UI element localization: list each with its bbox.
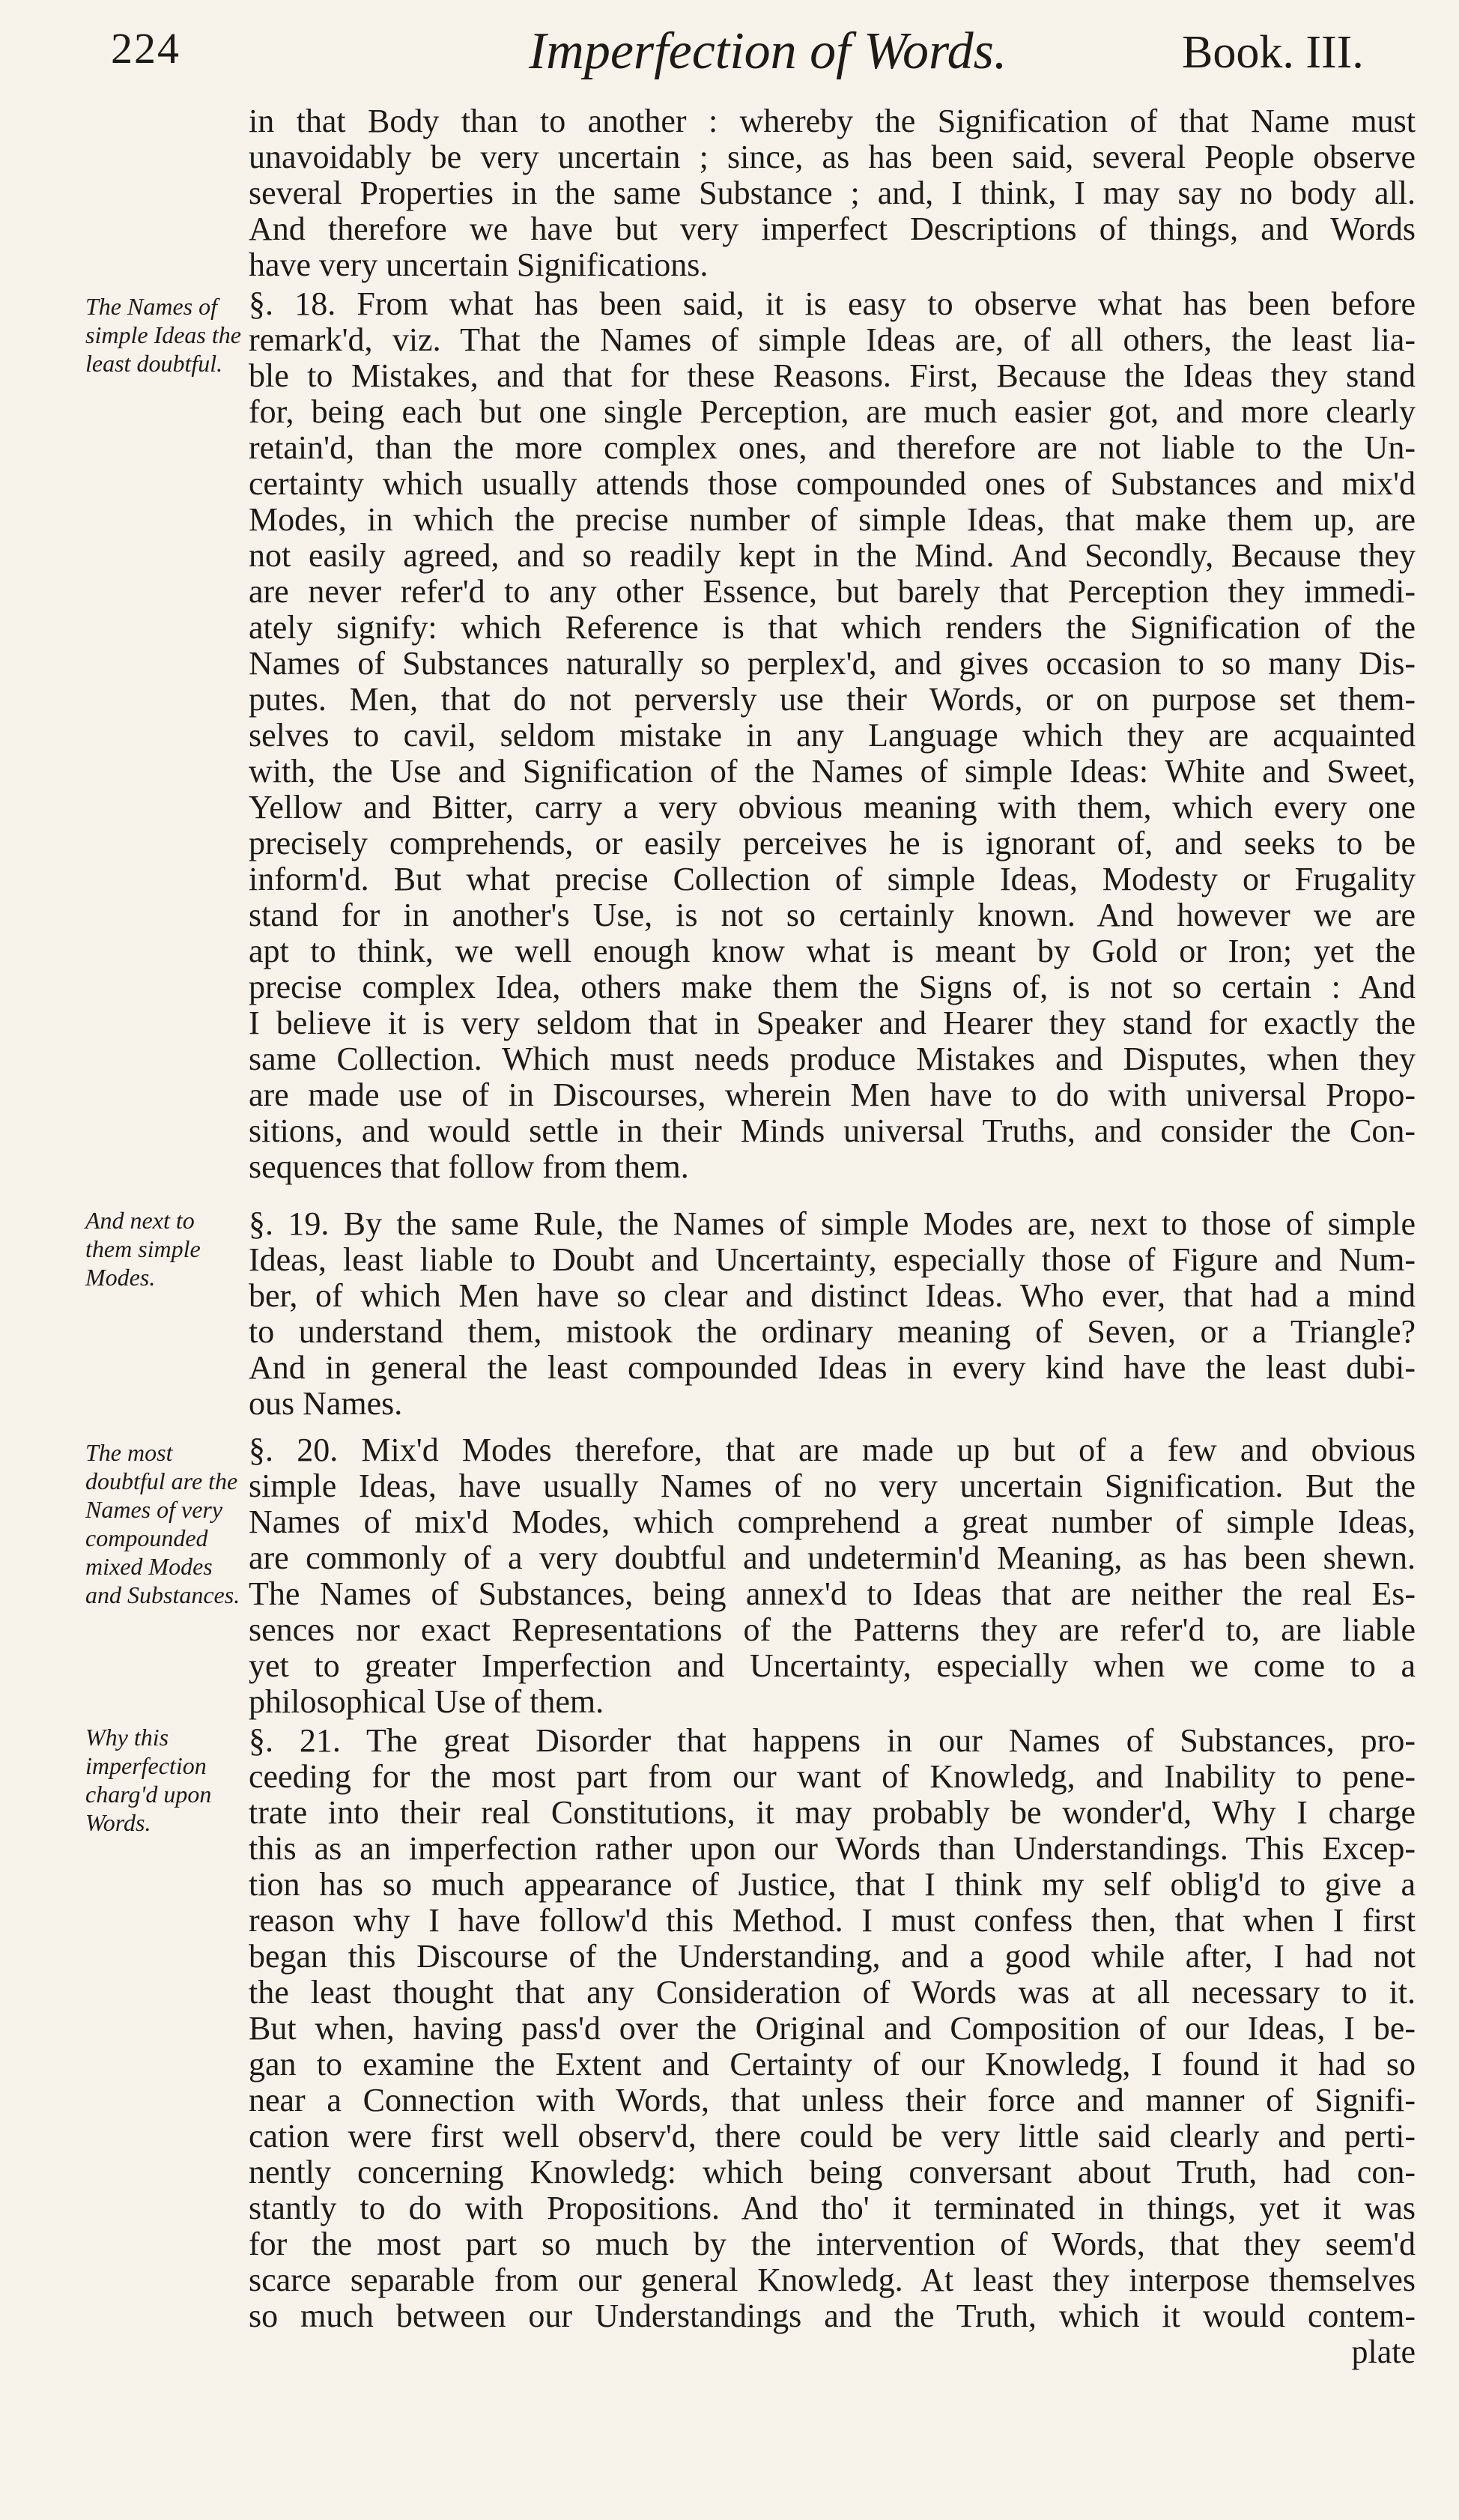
text-line: Names of Substances naturally so perplex'd, and gives occasion to so many Dis- — [249, 646, 1416, 682]
text-line: putes. Men, that do not perversly use their Words, or on purpose set them- — [249, 682, 1416, 718]
text-line: scarce separable from our general Knowledg. At least they interpose themselves — [249, 2262, 1416, 2298]
text-line: ous Names. — [249, 1386, 403, 1422]
page-number: 224 — [111, 24, 181, 73]
text-line: in that Body than to another : whereby the Signification of that Name must — [249, 103, 1416, 139]
running-title: Imperfection of Words. — [529, 22, 1007, 80]
text-line: several Properties in the same Substance ; and, I think, I may say no body all. — [249, 175, 1416, 211]
text-line: have very uncertain Significations. — [249, 247, 709, 283]
text-line: are commonly of a very doubtful and undetermin'd Meaning, as has been shewn. — [249, 1540, 1416, 1576]
text-line: sitions, and would settle in their Minds universal Truths, and consider the Con- — [249, 1113, 1416, 1149]
text-line: ber, of which Men have so clear and distinct Ideas. Who ever, that had a mind — [249, 1278, 1416, 1314]
text-line: precisely comprehends, or easily perceives he is ignorant of, and seeks to be — [249, 826, 1416, 861]
text-line: I believe it is very seldom that in Speaker and Hearer they stand for exactly the — [249, 1005, 1416, 1041]
catchword: plate — [1351, 2334, 1416, 2370]
text-line: are never refer'd to any other Essence, but barely that Perception they immedi- — [249, 574, 1416, 610]
text-line: §. 20. Mix'd Modes therefore, that are made up but of a few and obvious — [249, 1432, 1416, 1468]
text-line: began this Discourse of the Understanding, and a good while after, I had not — [249, 1939, 1416, 1975]
marginal-note: And next to them simple Modes. — [85, 1207, 201, 1291]
marginal-note: The most doubtful are the Names of very compounded mixed Modes and Substances. — [85, 1439, 240, 1608]
text-line: nently concerning Knowledg: which being conversant about Truth, had con- — [249, 2154, 1416, 2190]
text-line: this as an imperfection rather upon our Words than Understandings. This Excep- — [249, 1831, 1416, 1867]
text-line: ceeding for the most part from our want of Knowledg, and Inability to pene- — [249, 1759, 1416, 1795]
text-line: Names of mix'd Modes, which comprehend a great number of simple Ideas, — [249, 1504, 1416, 1540]
text-line: And in general the least compounded Ideas in every kind have the least dubi- — [249, 1350, 1416, 1386]
marginal-note: The Names of simple Ideas the least doubtful. — [85, 293, 241, 377]
text-line: near a Connection with Words, that unless their force and manner of Signifi- — [249, 2083, 1416, 2118]
text-line: the least thought that any Consideration of Words was at all necessary to it. — [249, 1975, 1416, 2011]
text-line: philosophical Use of them. — [249, 1684, 604, 1720]
text-line: retain'd, than the more complex ones, and therefore are not liable to the Un- — [249, 430, 1416, 466]
text-line: simple Ideas, have usually Names of no very uncertain Signification. But the — [249, 1468, 1416, 1504]
text-line: apt to think, we well enough know what is meant by Gold or Iron; yet the — [249, 933, 1416, 969]
page-header — [0, 0, 1459, 90]
text-line: so much between our Understandings and the Truth, which it would contem- — [249, 2298, 1416, 2334]
text-line: certainty which usually attends those compounded ones of Substances and mix'd — [249, 466, 1416, 502]
text-line: stand for in another's Use, is not so certainly known. And however we are — [249, 897, 1416, 933]
text-line: cation were first well observ'd, there could be very little said clearly and perti- — [249, 2118, 1416, 2154]
text-line: tion has so much appearance of Justice, that I think my self oblig'd to give a — [249, 1867, 1416, 1903]
text-line: remark'd, viz. That the Names of simple Ideas are, of all others, the least lia- — [249, 322, 1416, 358]
text-line: for the most part so much by the intervention of Words, that they seem'd — [249, 2226, 1416, 2262]
text-line: to understand them, mistook the ordinary meaning of Seven, or a Triangle? — [249, 1314, 1416, 1350]
text-line: gan to examine the Extent and Certainty of our Knowledg, I found it had so — [249, 2047, 1416, 2083]
text-line: selves to cavil, seldom mistake in any Language which they are acquainted — [249, 718, 1416, 754]
text-line: §. 19. By the same Rule, the Names of simple Modes are, next to those of simple — [249, 1206, 1416, 1242]
text-line: Yellow and Bitter, carry a very obvious meaning with them, which every one — [249, 790, 1416, 826]
text-line: unavoidably be very uncertain ; since, as has been said, several People observe — [249, 139, 1416, 175]
marginal-note: Why this imperfection charg'd upon Words. — [85, 1724, 212, 1836]
text-line: reason why I have follow'd this Method. I must confess then, that when I first — [249, 1903, 1416, 1939]
text-line: same Collection. Which must needs produce Mistakes and Disputes, when they — [249, 1041, 1416, 1077]
text-line: Ideas, least liable to Doubt and Uncertainty, especially those of Figure and Num- — [249, 1242, 1416, 1278]
text-line: sences nor exact Representations of the Patterns they are refer'd to, are liable — [249, 1612, 1416, 1648]
text-line: But when, having pass'd over the Original and Composition of our Ideas, I be- — [249, 2011, 1416, 2047]
text-line: And therefore we have but very imperfect Descriptions of things, and Words — [249, 211, 1416, 247]
text-line: yet to greater Imperfection and Uncertainty, especially when we come to a — [249, 1648, 1416, 1684]
text-line: stantly to do with Propositions. And tho' it terminated in things, yet it was — [249, 2190, 1416, 2226]
text-line: §. 18. From what has been said, it is easy to observe what has been before — [249, 286, 1416, 322]
text-line: not easily agreed, and so readily kept in the Mind. And Secondly, Because they — [249, 538, 1416, 574]
text-line: trate into their real Constitutions, it may probably be wonder'd, Why I charge — [249, 1795, 1416, 1831]
text-line: §. 21. The great Disorder that happens in our Names of Substances, pro- — [249, 1723, 1416, 1759]
book-label: Book. III. — [1182, 27, 1364, 78]
text-line: for, being each but one single Perception, are much easier got, and more clearly — [249, 394, 1416, 430]
text-line: The Names of Substances, being annex'd to Ideas that are neither the real Es- — [249, 1576, 1416, 1612]
text-line: Modes, in which the precise number of simple Ideas, that make them up, are — [249, 502, 1416, 538]
text-line: sequences that follow from them. — [249, 1149, 689, 1185]
text-line: inform'd. But what precise Collection of simple Ideas, Modesty or Frugality — [249, 861, 1416, 897]
text-line: ately signify: which Reference is that which renders the Signification of the — [249, 610, 1416, 646]
text-line: ble to Mistakes, and that for these Reasons. First, Because the Ideas they stand — [249, 358, 1416, 394]
text-line: are made use of in Discourses, wherein Men have to do with universal Propo- — [249, 1077, 1416, 1113]
text-line: with, the Use and Signification of the Names of simple Ideas: White and Sweet, — [249, 754, 1416, 790]
text-line: precise complex Idea, others make them the Signs of, is not so certain : And — [249, 969, 1416, 1005]
